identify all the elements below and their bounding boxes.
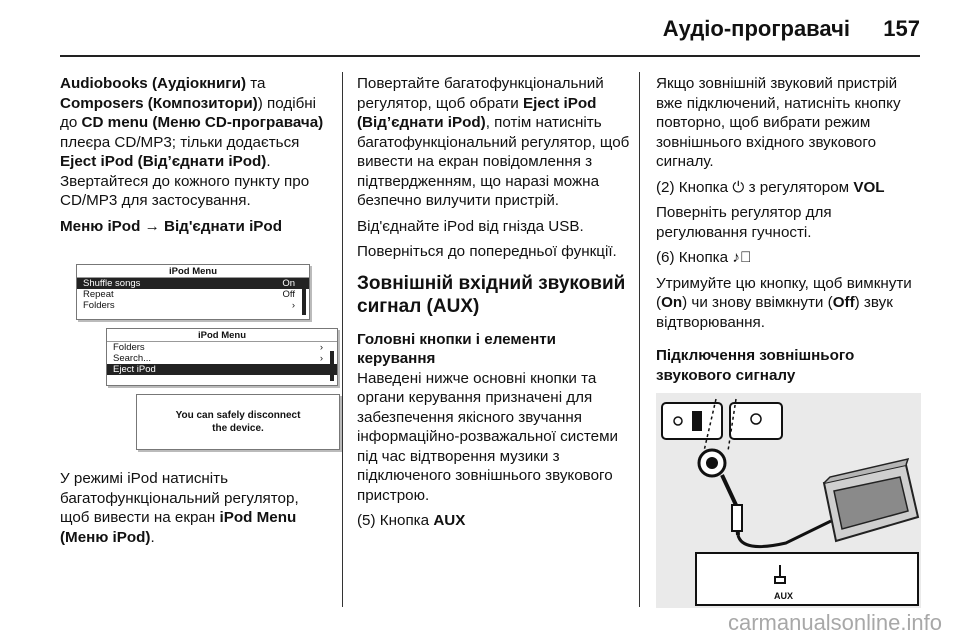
bold-term: Eject iPod (Від’єднати iPod) <box>60 153 267 170</box>
mute-paragraph <box>656 274 926 333</box>
aux-button-paragraph <box>357 511 637 531</box>
scrollbar <box>330 351 334 381</box>
menu-row <box>77 300 309 311</box>
ipod-mode-paragraph <box>60 469 330 547</box>
page-number: 157 <box>883 16 920 41</box>
aux-diagram-svg <box>656 393 921 608</box>
intro-paragraph <box>60 74 330 211</box>
menu-row <box>107 364 337 375</box>
text-run: плеєра CD/MP3; тільки додається <box>60 133 300 151</box>
screen-title: iPod Menu <box>77 265 309 278</box>
menu-row-label: Shuffle songs <box>83 278 141 289</box>
bold-term: CD menu (Меню CD-програвача) <box>81 114 324 131</box>
disconnect-paragraph: Від'єднайте iPod від гнізда USB. <box>357 217 584 235</box>
column-1 <box>60 74 330 553</box>
disconnect-line-1: You can safely disconnect <box>175 410 301 421</box>
screen-title: iPod Menu <box>107 329 337 342</box>
text-run: Повертайте багатофункціональний регулятор, щоб обрати <box>357 75 604 112</box>
menu-row-label: Eject iPod <box>113 364 156 375</box>
power-button-paragraph <box>656 178 926 198</box>
menu-row-label: Search... <box>113 353 152 364</box>
aux-section-title: Зовнішній вхідний звуковий сигнал (AUX) <box>357 272 626 317</box>
menu-row <box>107 342 337 353</box>
menu-row-value: On <box>282 278 295 289</box>
cable-plug <box>732 505 742 531</box>
mute-icon: ♪⃠ <box>732 249 752 266</box>
aux-button-box <box>696 553 918 605</box>
aux-repeat-paragraph: Якщо зовнішній звуковий пристрій вже підключений, натисніть кнопку повторно, щоб вибрати режим зовнішнього вхідного звукового сигналу. <box>656 75 901 170</box>
text-run: У режимі iPod натисніть багатофункціональний регулятор, щоб вивести на екран <box>60 470 299 526</box>
page-header-title: Аудіо-програвачі <box>662 16 850 41</box>
menu-row <box>77 278 309 289</box>
power-icon: ⏻ <box>732 178 745 196</box>
controls-paragraph: Наведені нижче основні кнопки та органи керування призначені для забезпечення якісного звучання інформаційно-розважальної системи під час відтворення музики з підключеного зовнішнього звукового пристрою. <box>357 369 618 504</box>
menu-row-value: › <box>319 353 323 364</box>
watermark: carmanualsonline.info <box>727 610 942 635</box>
scrollbar <box>302 279 306 315</box>
menu-row <box>77 289 309 300</box>
column-2 <box>357 74 637 537</box>
menu-row-value: › <box>291 300 295 311</box>
aux-connection-illustration <box>656 393 921 608</box>
header-divider <box>60 55 920 57</box>
ipod-menu-screen-1 <box>76 264 310 320</box>
mute-prefix: (6) Кнопка <box>656 249 733 266</box>
aux-button-label: AUX <box>774 591 794 601</box>
aux-button-prefix: (5) Кнопка <box>357 512 434 529</box>
ipod-menu-illustration <box>60 250 330 455</box>
column-divider <box>639 72 640 607</box>
aux-button-label: AUX <box>433 512 466 529</box>
return-paragraph: Поверніться до попередньої функції. <box>357 243 617 260</box>
text-run: ) чи знову ввімкнути ( <box>682 294 833 311</box>
text-run: . <box>150 528 155 546</box>
bold-term: On <box>661 294 683 311</box>
text-run: Утримуйте цю кнопку, щоб вимкнути ( <box>656 274 912 311</box>
aux-port-box <box>730 403 782 439</box>
text-run: та <box>246 75 266 92</box>
text-run: ) звук відтворювання. <box>656 294 893 331</box>
usb-port-icon <box>692 411 702 431</box>
menu-row <box>107 353 337 364</box>
menu-row-value: Off <box>282 289 295 300</box>
bold-term: Off <box>832 294 855 311</box>
vol-label: VOL <box>853 178 885 196</box>
menu-row-label: Folders <box>113 342 145 353</box>
bold-term: Composers (Композитори) <box>60 94 258 112</box>
ipod-menu-screen-2 <box>106 328 338 386</box>
menu-path-heading: Меню iPod → Від'єднати iPod <box>60 217 282 235</box>
mute-button-paragraph <box>656 248 926 268</box>
aux-connection-subheading: Підключення зовнішнього звукового сигналу <box>656 347 855 384</box>
column-3 <box>656 74 926 608</box>
ipod-disconnect-screen <box>136 394 340 450</box>
text-run: ) подібні до <box>60 94 317 131</box>
power-prefix: (2) Кнопка <box>656 178 733 196</box>
power-mid: з регулятором <box>744 178 854 196</box>
bold-term: Eject iPod (Від’єднати iPod) <box>357 94 597 131</box>
eject-paragraph <box>357 74 637 211</box>
bold-term: Audiobooks (Аудіокниги) <box>60 75 247 92</box>
volume-paragraph: Поверніть регулятор для регулювання гучності. <box>656 204 832 241</box>
bold-term: iPod Menu (Меню iPod) <box>60 509 297 546</box>
menu-row-label: Repeat <box>83 289 114 300</box>
text-run: , потім натисніть багатофункціональний регулятор, щоб вивести на екран повідомлення з підтвердженням, що наразі можна безпечно вилучити пристрій. <box>357 114 630 209</box>
column-divider <box>342 72 343 607</box>
controls-subheading: Головні кнопки і елементи керування <box>357 330 557 367</box>
menu-row-label: Folders <box>83 300 115 311</box>
text-run: . Звертайтеся до кожного пункту про CD/MP3 для застосування. <box>60 153 310 209</box>
disconnect-line-2: the device. <box>212 423 264 434</box>
menu-row-value: › <box>319 342 323 353</box>
